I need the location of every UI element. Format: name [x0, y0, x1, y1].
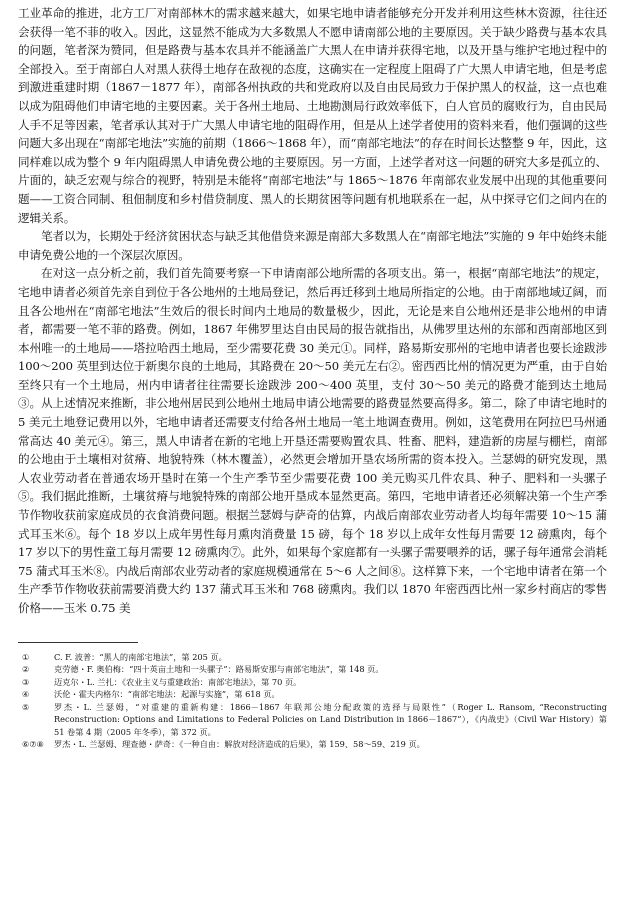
footnote-marker: ⑤: [22, 701, 30, 712]
footnote-marker: ①: [22, 651, 30, 662]
footnote-3: [18, 676, 607, 689]
paragraph-3: 在对这一点分析之前，我们首先简要考察一下申请南部公地所需的各项支出。第一，根据“南部宅地法”的规定，宅地申请者必须首先亲自到位于各公地州的土地局登记，然后再迁移到土地局所指定的公地。由于南部地域辽阔，而且各公地州在“南部宅地法”生效后的很长时间内土地局的数量极少，因此，无论是来自公地州还是非公地州的申请者，都需要一笔不菲的路费。例如，1867 年佛罗里达自由民局的报告就指出，从佛罗里达州的东部和西南部地区到本州唯一的土地局——塔拉哈西土地局，至少需要花费 30 美元①。同样，路易斯安那州的宅地申请者也要长途跋涉 100～200 英里到达位于新奥尔良的土地局，其路费在 20～50 美元左右②。密西西比州的情况更为严重，由于自始至终只有一个土地局，州内申请者往往需要长途跋涉 200～400 英里，支付 30～50 美元的路费才能到达土地局③。从上述情况来推断，非公地州居民到公地州土地局申请公地需要的路费显然要高得多。第二，除了申请宅地时的 5 美元土地登记费用以外，宅地申请者还需要支付给各州土地局一笔土地调查费用。例如，这笔费用在阿拉巴马州通常高达 40 美元④。第三，黑人申请者在新的宅地上开垦还需要购置农具、牲畜、肥料，建造新的房屋与棚栏，南部的公地由于土壤相对贫瘠、地貌特殊（林木覆盖），必然更会增加开垦农场所需的资本投入。兰瑟姆的研究发现，黑人农业劳动者在普通农场开垦时在第一个生产季节至少需要花费 100 美元购买几件农具、种子、肥料和一头骡子⑤。我们据此推断，土壤贫瘠与地貌特殊的南部公地开垦成本显然更高。第四，宅地申请者还必须解决第一个生产季节作物收获前家庭成员的衣食消费问题。根据兰瑟姆与萨奇的估算，内战后南部农业劳动者人均每年需要 10～15 蒲式耳玉米⑥。每个 18 岁以上成年男性每月熏肉消费量 15 磅，每个 18 岁以上成年女性每月需要 12 磅熏肉，每个 17 岁以下的男性童工每月需要 12 磅熏肉⑦。此外，如果每个家庭都有一头骡子需要喂养的话，骡子每年通常会消耗 75 蒲式耳玉米⑧。内战后南部农业劳动者的家庭规模通常在 5～6 人之间⑧。这样算下来，一个宅地申请者在第一个生产季节作物收获前需要消费大约 137 蒲式耳玉米和 768 磅熏肉。我们以 1870 年密西西比州一家乡村商店的零售价格——玉米 0.75 美: [18, 266, 607, 615]
footnote-text: 克劳德・F. 奥伯梅：“四十英亩土地和一头骡子”：路易斯安那与南部宅地法”，第 148 页。: [54, 664, 384, 675]
footnote-text: 沃伦・霍夫内格尔：“南部宅地法：起源与实施”，第 618 页。: [54, 689, 280, 700]
footnote-4: [18, 688, 607, 701]
footnote-text: 迈克尔・L. 兰扎：《农业主义与重建政治：南部宅地法》，第 70 页。: [54, 676, 302, 687]
footnote-text: 罗杰・L. 兰瑟姆、理查德・萨奇：《一种自由：解放对经济造成的后果》，第 159、58～59、219 页。: [54, 739, 425, 750]
footnote-marker: ②: [22, 664, 30, 675]
paragraph-2: 笔者以为，长期处于经济贫困状态与缺乏其他借贷来源是南部大多数黑人在“南部宅地法”实施的 9 年中始终未能申请免费公地的一个深层次原因。: [18, 229, 607, 262]
footnote-2: [18, 663, 607, 676]
footnote-text: C. F. 波普：“黑人的南部宅地法”，第 205 页。: [54, 651, 227, 662]
footnote-1: [18, 651, 607, 664]
footnote-marker: ⑥⑦⑧: [22, 739, 45, 750]
footnote-text: 罗杰・L. 兰瑟姆，“对重建的重新构建：1866－1867 年联邦公地分配政策的选择与局限性”（Roger L. Ransom, “Reconstructing Reconstruction: Options and Limitations to Federal Policies on Land Distribution in 1866－1867”），《内战史》（Civil War History）第 51 卷第 4 期（2005 年冬季），第 372 页。: [54, 701, 607, 737]
footnote-marker: ④: [22, 689, 30, 700]
footnote-6: [18, 738, 607, 751]
footnote-5: [18, 701, 607, 739]
footnote-marker: ③: [22, 676, 30, 687]
body-text: [18, 4, 607, 618]
paragraph-1: 工业革命的推进，北方工厂对南部林木的需求越来越大，如果宅地申请者能够充分开发并利用这些林木资源，往往还会获得一笔不菲的收入。因此，这显然不能成为大多数黑人不愿申请南部公地的主要原因。关于缺少路费与基本农具的问题，笔者深为赞同，但是路费与基本农具并不能涵盖广大黑人在申请并获得宅地，以及开垦与维护宅地过程中的全部投入。至于南部白人对黑人获得土地存在敌视的态度，这确实在一定程度上阻碍了广大黑人申请宅地，但是考虑到激进重建时期（1867－1877 年），南部各州执政的共和党政府以及自由民局致力于保护黑人的权益，这一点也难以成为阻碍他们申请宅地的主要因素。关于各州土地局、土地勘测局行政效率低下，白人官员的腐败行为，自由民局人手不足等因素，笔者承认其对于广大黑人申请宅地的阻碍作用，但是从上述学者使用的资料来看，他们强调的这些问题大多出现在“南部宅地法”实施的前期（1866～1868 年），而“南部宅地法”的存在时间长达整整 9 年，因此，这同样难以成为整个 9 年内阻碍黑人申请免费公地的主要原因。另一方面，上述学者对这一问题的研究大多是孤立的、片面的，缺乏宏观与综合的视野，特别是未能将“南部宅地法”与 1865～1876 年南部农业发展中出现的其他重要问题——工资合同制、租佃制度和乡村借贷制度、黑人的长期贫困等问题有机地联系在一起，从中探寻它们之间内在的逻辑关系。: [18, 6, 607, 225]
footnotes: [18, 651, 607, 751]
footnote-divider: [18, 642, 138, 643]
